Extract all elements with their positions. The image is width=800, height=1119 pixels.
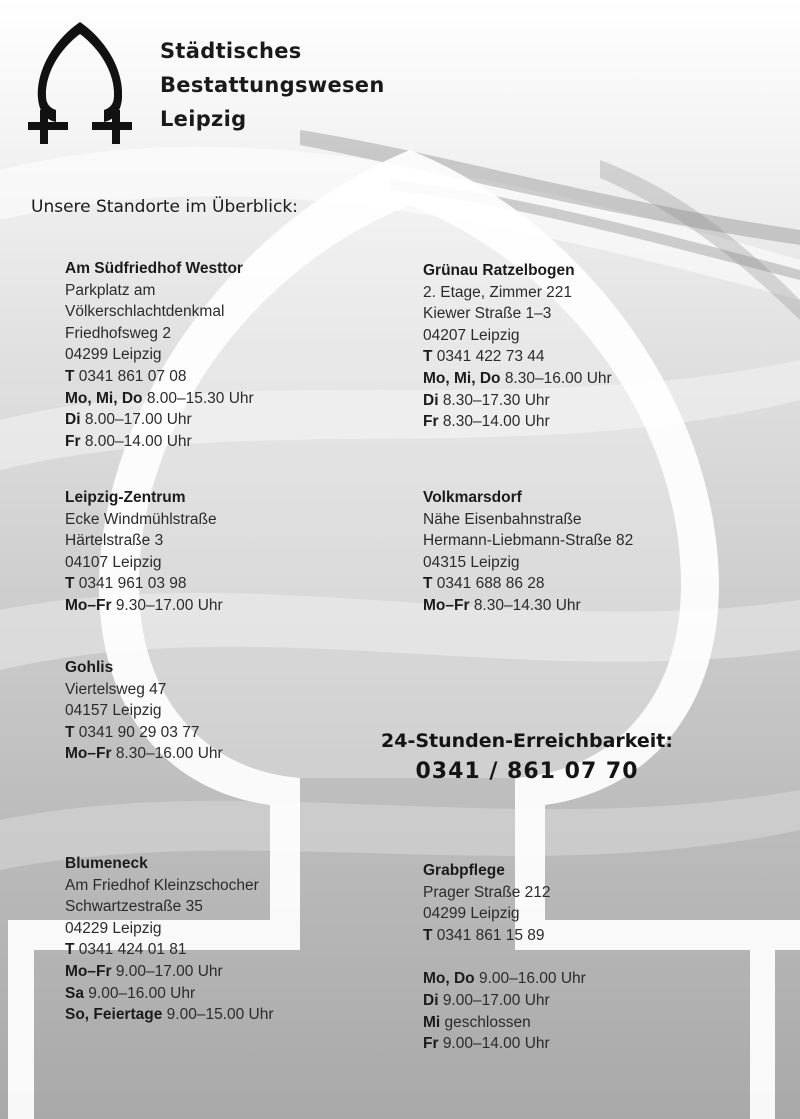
location-hours-row: Di 8.30–17.30 Uhr	[423, 391, 550, 409]
location-hours-row: Mo–Fr 9.00–17.00 Uhr	[65, 962, 223, 980]
location-block-gruenau	[423, 260, 612, 433]
location-hours-row: Mo–Fr 9.30–17.00 Uhr	[65, 596, 223, 614]
location-address-line: Schwartzestraße 35	[65, 898, 203, 916]
location-hours-row: Mo, Mi, Do 8.00–15.30 Uhr	[65, 389, 254, 407]
location-address-line: Kiewer Straße 1–3	[423, 305, 552, 323]
org-name-line-3: Leipzig	[160, 107, 247, 131]
org-name-line-2: Bestattungswesen	[160, 73, 385, 97]
location-address-line: Prager Straße 212	[423, 883, 551, 901]
location-address-line: Ecke Windmühlstraße	[65, 510, 217, 528]
location-address-line: Am Friedhof Kleinzschocher	[65, 876, 259, 894]
location-block-suedfriedhof	[65, 258, 254, 452]
location-address-line: 04157 Leipzig	[65, 702, 162, 720]
location-phone: T 0341 861 07 08	[65, 367, 187, 385]
location-phone: T 0341 861 15 89	[423, 926, 545, 944]
location-address-line: Völkerschlachtdenkmal	[65, 303, 225, 321]
location-name: Grünau Ratzelbogen	[423, 262, 575, 279]
location-name: Leipzig-Zentrum	[65, 489, 186, 506]
location-block-volkmarsdorf	[423, 487, 633, 617]
location-address-line: 04299 Leipzig	[65, 346, 162, 364]
location-address-line: Härtelstraße 3	[65, 532, 164, 550]
hotline-number: 0341 / 861 07 70	[415, 759, 639, 784]
location-block-gohlis	[65, 657, 223, 765]
location-phone: T 0341 90 29 03 77	[65, 723, 200, 741]
location-hours-row: So, Feiertage 9.00–15.00 Uhr	[65, 1006, 274, 1024]
location-hours-row: Fr 8.30–14.00 Uhr	[423, 413, 550, 431]
location-phone: T 0341 688 86 28	[423, 575, 545, 593]
location-address-line: Hermann-Liebmann-Straße 82	[423, 532, 634, 550]
location-name: Grabpflege	[423, 862, 505, 879]
location-name: Blumeneck	[65, 855, 148, 872]
location-address-line: Friedhofsweg 2	[65, 324, 171, 342]
location-hours-row: Fr 8.00–14.00 Uhr	[65, 432, 192, 450]
location-address-line: Viertelsweg 47	[65, 680, 167, 698]
location-hours-row: Mo, Do 9.00–16.00 Uhr	[423, 970, 586, 988]
location-phone: T 0341 424 01 81	[65, 941, 187, 959]
location-address-line: 04299 Leipzig	[423, 905, 520, 923]
location-hours-row: Mo, Mi, Do 8.30–16.00 Uhr	[423, 369, 612, 387]
location-address-line: Parkplatz am	[65, 281, 156, 299]
location-name: Gohlis	[65, 659, 114, 676]
org-name-line-1: Städtisches	[160, 39, 302, 63]
location-address-line: 04229 Leipzig	[65, 919, 162, 937]
location-hours-row: Mi geschlossen	[423, 1013, 531, 1031]
location-address-line: 04207 Leipzig	[423, 326, 520, 344]
location-block-zentrum	[65, 487, 223, 617]
location-hours-row: Fr 9.00–14.00 Uhr	[423, 1035, 550, 1053]
location-hours-row: Mo–Fr 8.30–16.00 Uhr	[65, 745, 223, 763]
location-address-line: 04315 Leipzig	[423, 553, 520, 571]
location-hours-row: Mo–Fr 8.30–14.30 Uhr	[423, 596, 581, 614]
location-hours-row: Sa 9.00–16.00 Uhr	[65, 984, 196, 1002]
organization-name	[160, 34, 385, 136]
location-block-blumeneck	[65, 853, 274, 1026]
location-name: Volkmarsdorf	[423, 489, 522, 506]
location-phone: T 0341 422 73 44	[423, 348, 545, 366]
locations-heading: Unsere Standorte im Überblick:	[31, 197, 298, 217]
location-hours-row: Di 8.00–17.00 Uhr	[65, 411, 192, 429]
location-address-line: 2. Etage, Zimmer 221	[423, 283, 573, 301]
hotline-block	[362, 726, 692, 788]
location-hours-row: Di 9.00–17.00 Uhr	[423, 991, 550, 1009]
location-phone: T 0341 961 03 98	[65, 575, 187, 593]
logo-arch-icon	[26, 18, 134, 148]
location-address-line: Nähe Eisenbahnstraße	[423, 510, 582, 528]
location-address-line: 04107 Leipzig	[65, 553, 162, 571]
hotline-label: 24-Stunden-Erreichbarkeit:	[381, 730, 673, 752]
location-block-grabpflege	[423, 860, 586, 1055]
location-name: Am Südfriedhof Westtor	[65, 260, 243, 277]
spacer	[423, 946, 586, 968]
